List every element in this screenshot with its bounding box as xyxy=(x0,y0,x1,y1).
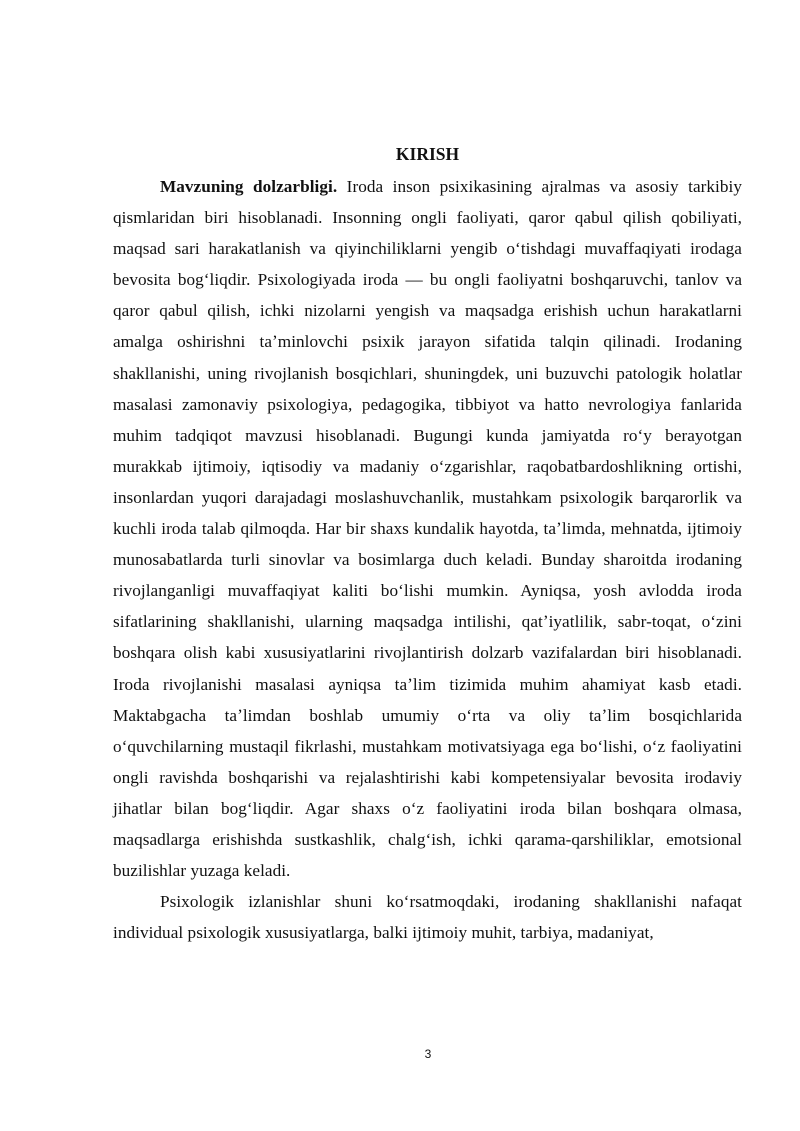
paragraph-lead: Mavzuning dolzarbligi. xyxy=(160,177,338,196)
paragraph-relevance xyxy=(113,171,742,886)
paragraph-text: Iroda inson psixikasining ajralmas va asosiy tarkibiy qismlaridan biri hisoblanadi. Insonning ongli faoliyati, qaror qabul qilish qobiliyati, maqsad sari harakatlanish va qiyinchiliklarni yengib oʻtishdagi muvaffaqiyati irodaga bevosita bogʻliqdir. Psixologiyada iroda — bu ongli faoliyatni boshqaruvchi, tanlov va qaror qabul qilish, ichki nizolarni yengish va maqsadga erishish uchun harakatlarni amalga oshirishni taʼminlovchi psixik jarayon sifatida talqin qilinadi. Irodaning shakllanishi, uning rivojlanish bosqichlari, shuningdek, uni buzuvchi patologik holatlar masalasi zamonaviy psixologiya, pedagogika, tibbiyot va hatto nevrologiya fanlarida muhim tadqiqot mavzusi hisoblanadi. Bugungi kunda jamiyatda roʻy berayotgan murakkab ijtimoiy, iqtisodiy va madaniy oʻzgarishlar, raqobatbardoshlikning ortishi, insonlardan yuqori darajadagi moslashuvchanlik, mustahkam psixologik barqarorlik va kuchli iroda talab qilmoqda. Har bir shaxs kundalik hayotda, taʼlimda, mehnatda, ijtimoiy munosabatlarda turli sinovlar va bosimlarga duch keladi. Bunday sharoitda irodaning rivojlanganligi muvaffaqiyat kaliti boʻlishi mumkin. Ayniqsa, yosh avlodda iroda sifatlarining shakllanishi, ularning maqsadga intilishi, qatʼiyatlilik, sabr-toqat, oʻzini boshqara olish kabi xususiyatlarini rivojlantirish dolzarb vazifalardan biri hisoblanadi. Iroda rivojlanishi masalasi ayniqsa taʼlim tizimida muhim ahamiyat kasb etadi. Maktabgacha taʼlimdan boshlab umumiy oʻrta va oliy taʼlim bosqichlarida oʻquvchilarning mustaqil fikrlashi, mustahkam motivatsiyaga ega boʻlishi, oʻz faoliyatini ongli ravishda boshqarishi va rejalashtirishi kabi kompetensiyalar bevosita irodaviy jihatlar bilan bogʻliqdir. Agar shaxs oʻz faoliyatini iroda bilan boshqara olmasa, maqsadlarga erishishda sustkashlik, chalgʻish, ichki qarama-qarshiliklar, emotsional buzilishlar yuzaga keladi. xyxy=(113,177,742,881)
document-body xyxy=(113,171,742,948)
paragraph-research xyxy=(113,886,742,948)
paragraph-text: Psixologik izlanishlar shuni koʻrsatmoqdaki, irodaning shakllanishi nafaqat individual psixologik xususiyatlarga, balki ijtimoiy muhit, tarbiya, madaniyat, xyxy=(113,892,742,943)
page-number: 3 xyxy=(424,1047,432,1061)
section-heading: KIRISH xyxy=(395,144,460,164)
